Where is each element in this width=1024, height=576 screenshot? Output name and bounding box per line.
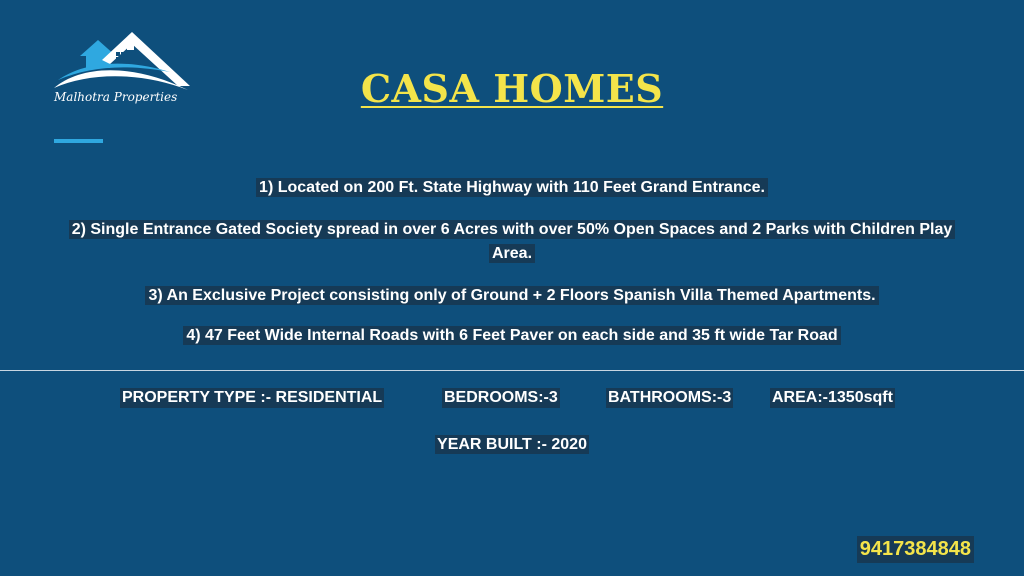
bathrooms: BATHROOMS:-3 — [608, 389, 732, 406]
feature-text: 2) Single Entrance Gated Society spread in over 6 Acres with over 50% Open Spaces and 2 Parks with Children Play Area. — [69, 220, 956, 263]
year-built-text: YEAR BUILT :- 2020 — [437, 436, 587, 453]
phone-number[interactable]: 9417384848 — [857, 536, 974, 563]
feature-text: 1) Located on 200 Ft. State Highway with 110 Feet Grand Entrance. — [256, 178, 768, 197]
bedrooms: BEDROOMS:-3 — [444, 389, 558, 406]
feature-item — [60, 176, 964, 200]
accent-bar — [54, 139, 103, 143]
year-built — [0, 436, 1024, 454]
area: AREA:-1350sqft — [772, 389, 893, 406]
feature-item — [60, 218, 964, 266]
feature-item — [60, 324, 964, 348]
brand-name: Malhotra Properties — [54, 90, 178, 104]
page-title: CASA HOMES — [360, 66, 664, 111]
property-type: PROPERTY TYPE :- RESIDENTIAL — [122, 389, 383, 406]
divider — [0, 370, 1024, 371]
feature-text: 4) 47 Feet Wide Internal Roads with 6 Feet Paver on each side and 35 ft wide Tar Road — [183, 326, 840, 345]
feature-item — [60, 284, 964, 308]
feature-text: 3) An Exclusive Project consisting only of Ground + 2 Floors Spanish Villa Themed Apartments. — [145, 286, 878, 305]
